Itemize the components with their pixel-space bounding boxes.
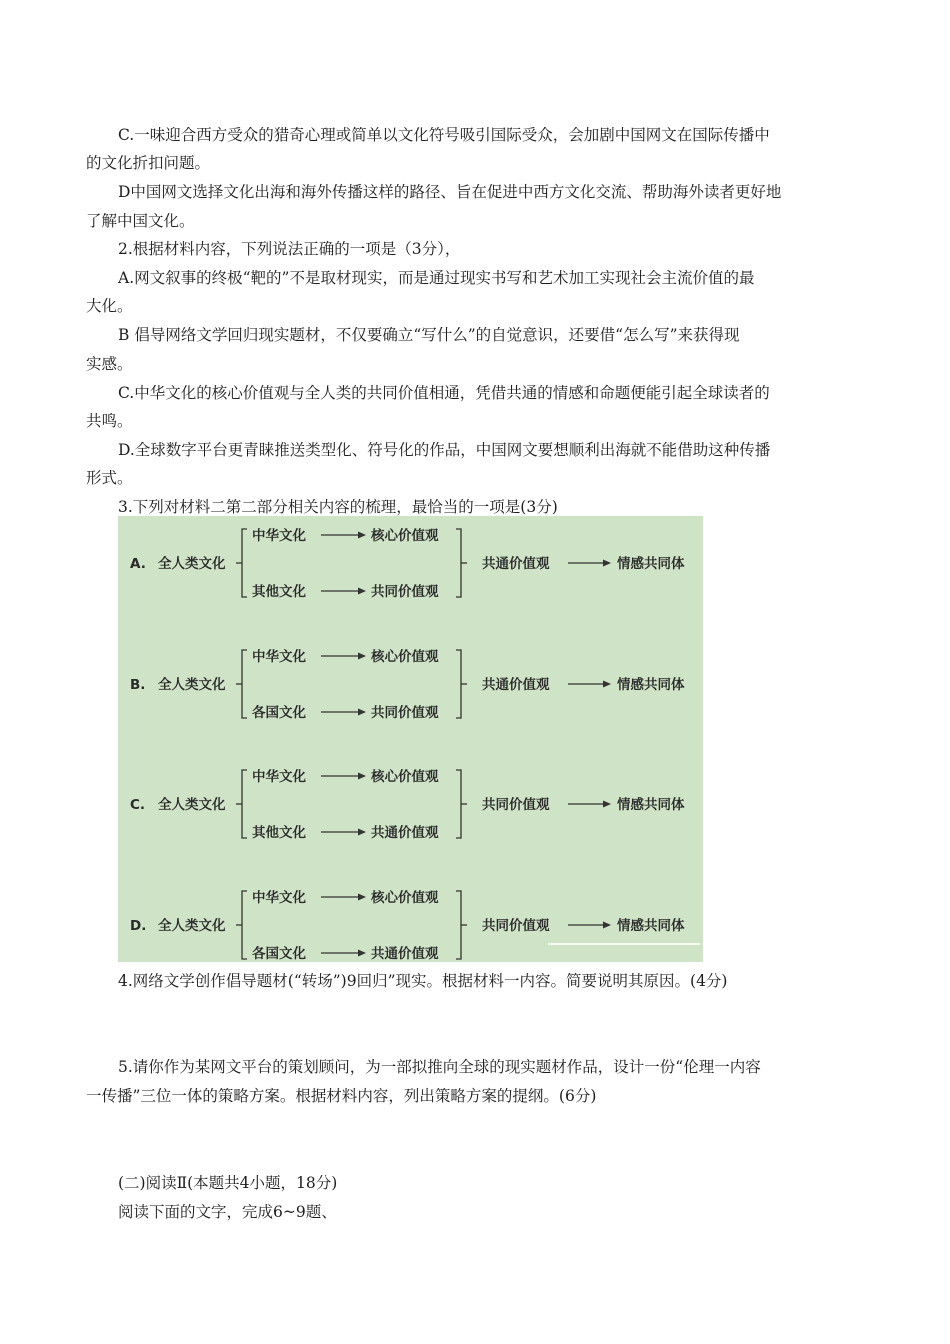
root-node: 全人类文化: [158, 918, 226, 934]
result-node: 情感共同体: [617, 556, 685, 572]
top-arrow-head: [358, 653, 366, 660]
merge-node: 共同价值观: [482, 918, 550, 934]
option-c-text-cont: 的文化折扣问题。: [86, 154, 211, 172]
diagram-svg: [118, 516, 703, 962]
question-4: 4.网络文学创作倡导题材(“转场”)9回归”现实。根据材料一内容。简要说明其原因。(4分): [118, 972, 728, 990]
reading-instruction: 阅读下面的文字，完成6~9题、: [118, 1203, 337, 1221]
left-bracket: [242, 770, 247, 838]
top-node: 中华文化: [252, 528, 306, 544]
result-arrow-head: [603, 681, 611, 688]
bottom-arrow-head: [358, 950, 366, 957]
q2-option-b-cont: 实感。: [86, 355, 133, 373]
bottom-arrow-head: [358, 829, 366, 836]
right-bracket: [456, 770, 461, 838]
question-2: 2.根据材料内容，下列说法正确的一项是（3分），: [118, 240, 461, 258]
q2-option-c: C.中华文化的核心价值观与全人类的共同价值相通，凭借共通的情感和命题便能引起全球读者的: [118, 384, 770, 402]
result-node: 情感共同体: [617, 677, 685, 693]
bottom-node: 各国文化: [252, 705, 306, 721]
bottom-arrow-head: [358, 588, 366, 595]
top-arrow-head: [358, 894, 366, 901]
merge-node: 共通价值观: [482, 556, 550, 572]
left-bracket: [242, 891, 247, 959]
q2-option-d: D.全球数字平台更青睐推送类型化、符号化的作品，中国网文要想顺利出海就不能借助这种传播: [118, 441, 771, 459]
merge-node: 共通价值观: [482, 677, 550, 693]
result-node: 情感共同体: [617, 797, 685, 813]
root-node: 全人类文化: [158, 797, 226, 813]
left-bracket: [242, 529, 247, 597]
right-bracket: [456, 650, 461, 718]
result-arrow-head: [603, 922, 611, 929]
top-node: 中华文化: [252, 649, 306, 665]
option-d-text: D中国网文选择文化出海和海外传播这样的路径、旨在促进中西方文化交流、帮助海外读者更好地: [118, 183, 782, 201]
top-target-node: 核心价值观: [371, 769, 439, 785]
option-d-text-cont: 了解中国文化。: [86, 212, 195, 230]
top-arrow-head: [358, 532, 366, 539]
left-bracket: [242, 650, 247, 718]
top-arrow-head: [358, 773, 366, 780]
right-bracket: [456, 891, 461, 959]
bottom-node: 各国文化: [252, 946, 306, 962]
bottom-target-node: 共通价值观: [371, 825, 439, 841]
option-label: A.: [130, 556, 146, 572]
top-node: 中华文化: [252, 769, 306, 785]
bottom-node: 其他文化: [252, 825, 306, 841]
bottom-target-node: 共通价值观: [371, 946, 439, 962]
section-heading: (二)阅读Ⅱ(本题共4小题，18分): [118, 1174, 338, 1192]
result-arrow-head: [603, 560, 611, 567]
right-bracket: [456, 529, 461, 597]
merge-node: 共同价值观: [482, 797, 550, 813]
bottom-arrow-head: [358, 709, 366, 716]
q2-option-d-cont: 形式。: [86, 469, 133, 487]
option-label: B.: [130, 677, 146, 693]
option-c-text: C.一味迎合西方受众的猎奇心理或简单以文化符号吸引国际受众，会加剧中国网文在国际传播中: [118, 126, 770, 144]
question-3: 3.下列对材料二第二部分相关内容的梳理，最恰当的一项是(3分): [118, 498, 558, 516]
result-arrow-head: [603, 801, 611, 808]
top-target-node: 核心价值观: [371, 528, 439, 544]
result-node: 情感共同体: [617, 918, 685, 934]
question-5: 5.请你作为某网文平台的策划顾问，为一部拟推向全球的现实题材作品，设计一份“伦理一内容: [118, 1058, 761, 1076]
q2-option-a: A.网文叙事的终极“靶的”不是取材现实，而是通过现实书写和艺术加工实现社会主流价值的最: [118, 269, 755, 287]
q2-option-a-cont: 大化。: [86, 297, 133, 315]
bottom-target-node: 共同价值观: [371, 705, 439, 721]
bottom-target-node: 共同价值观: [371, 584, 439, 600]
root-node: 全人类文化: [158, 556, 226, 572]
option-label: D.: [130, 918, 147, 934]
top-target-node: 核心价值观: [371, 890, 439, 906]
question-3-diagram: [118, 516, 703, 962]
q2-option-c-cont: 共鸣。: [86, 412, 133, 430]
option-label: C.: [130, 797, 146, 813]
top-target-node: 核心价值观: [371, 649, 439, 665]
bottom-node: 其他文化: [252, 584, 306, 600]
top-node: 中华文化: [252, 890, 306, 906]
q2-option-b: B 倡导网络文学回归现实题材，不仅要确立“写什么”的自觉意识，还要借“怎么写”来获得现: [118, 326, 740, 344]
root-node: 全人类文化: [158, 677, 226, 693]
question-5-cont: 一传播”三位一体的策略方案。根据材料内容，列出策略方案的提纲。(6分): [86, 1087, 597, 1105]
